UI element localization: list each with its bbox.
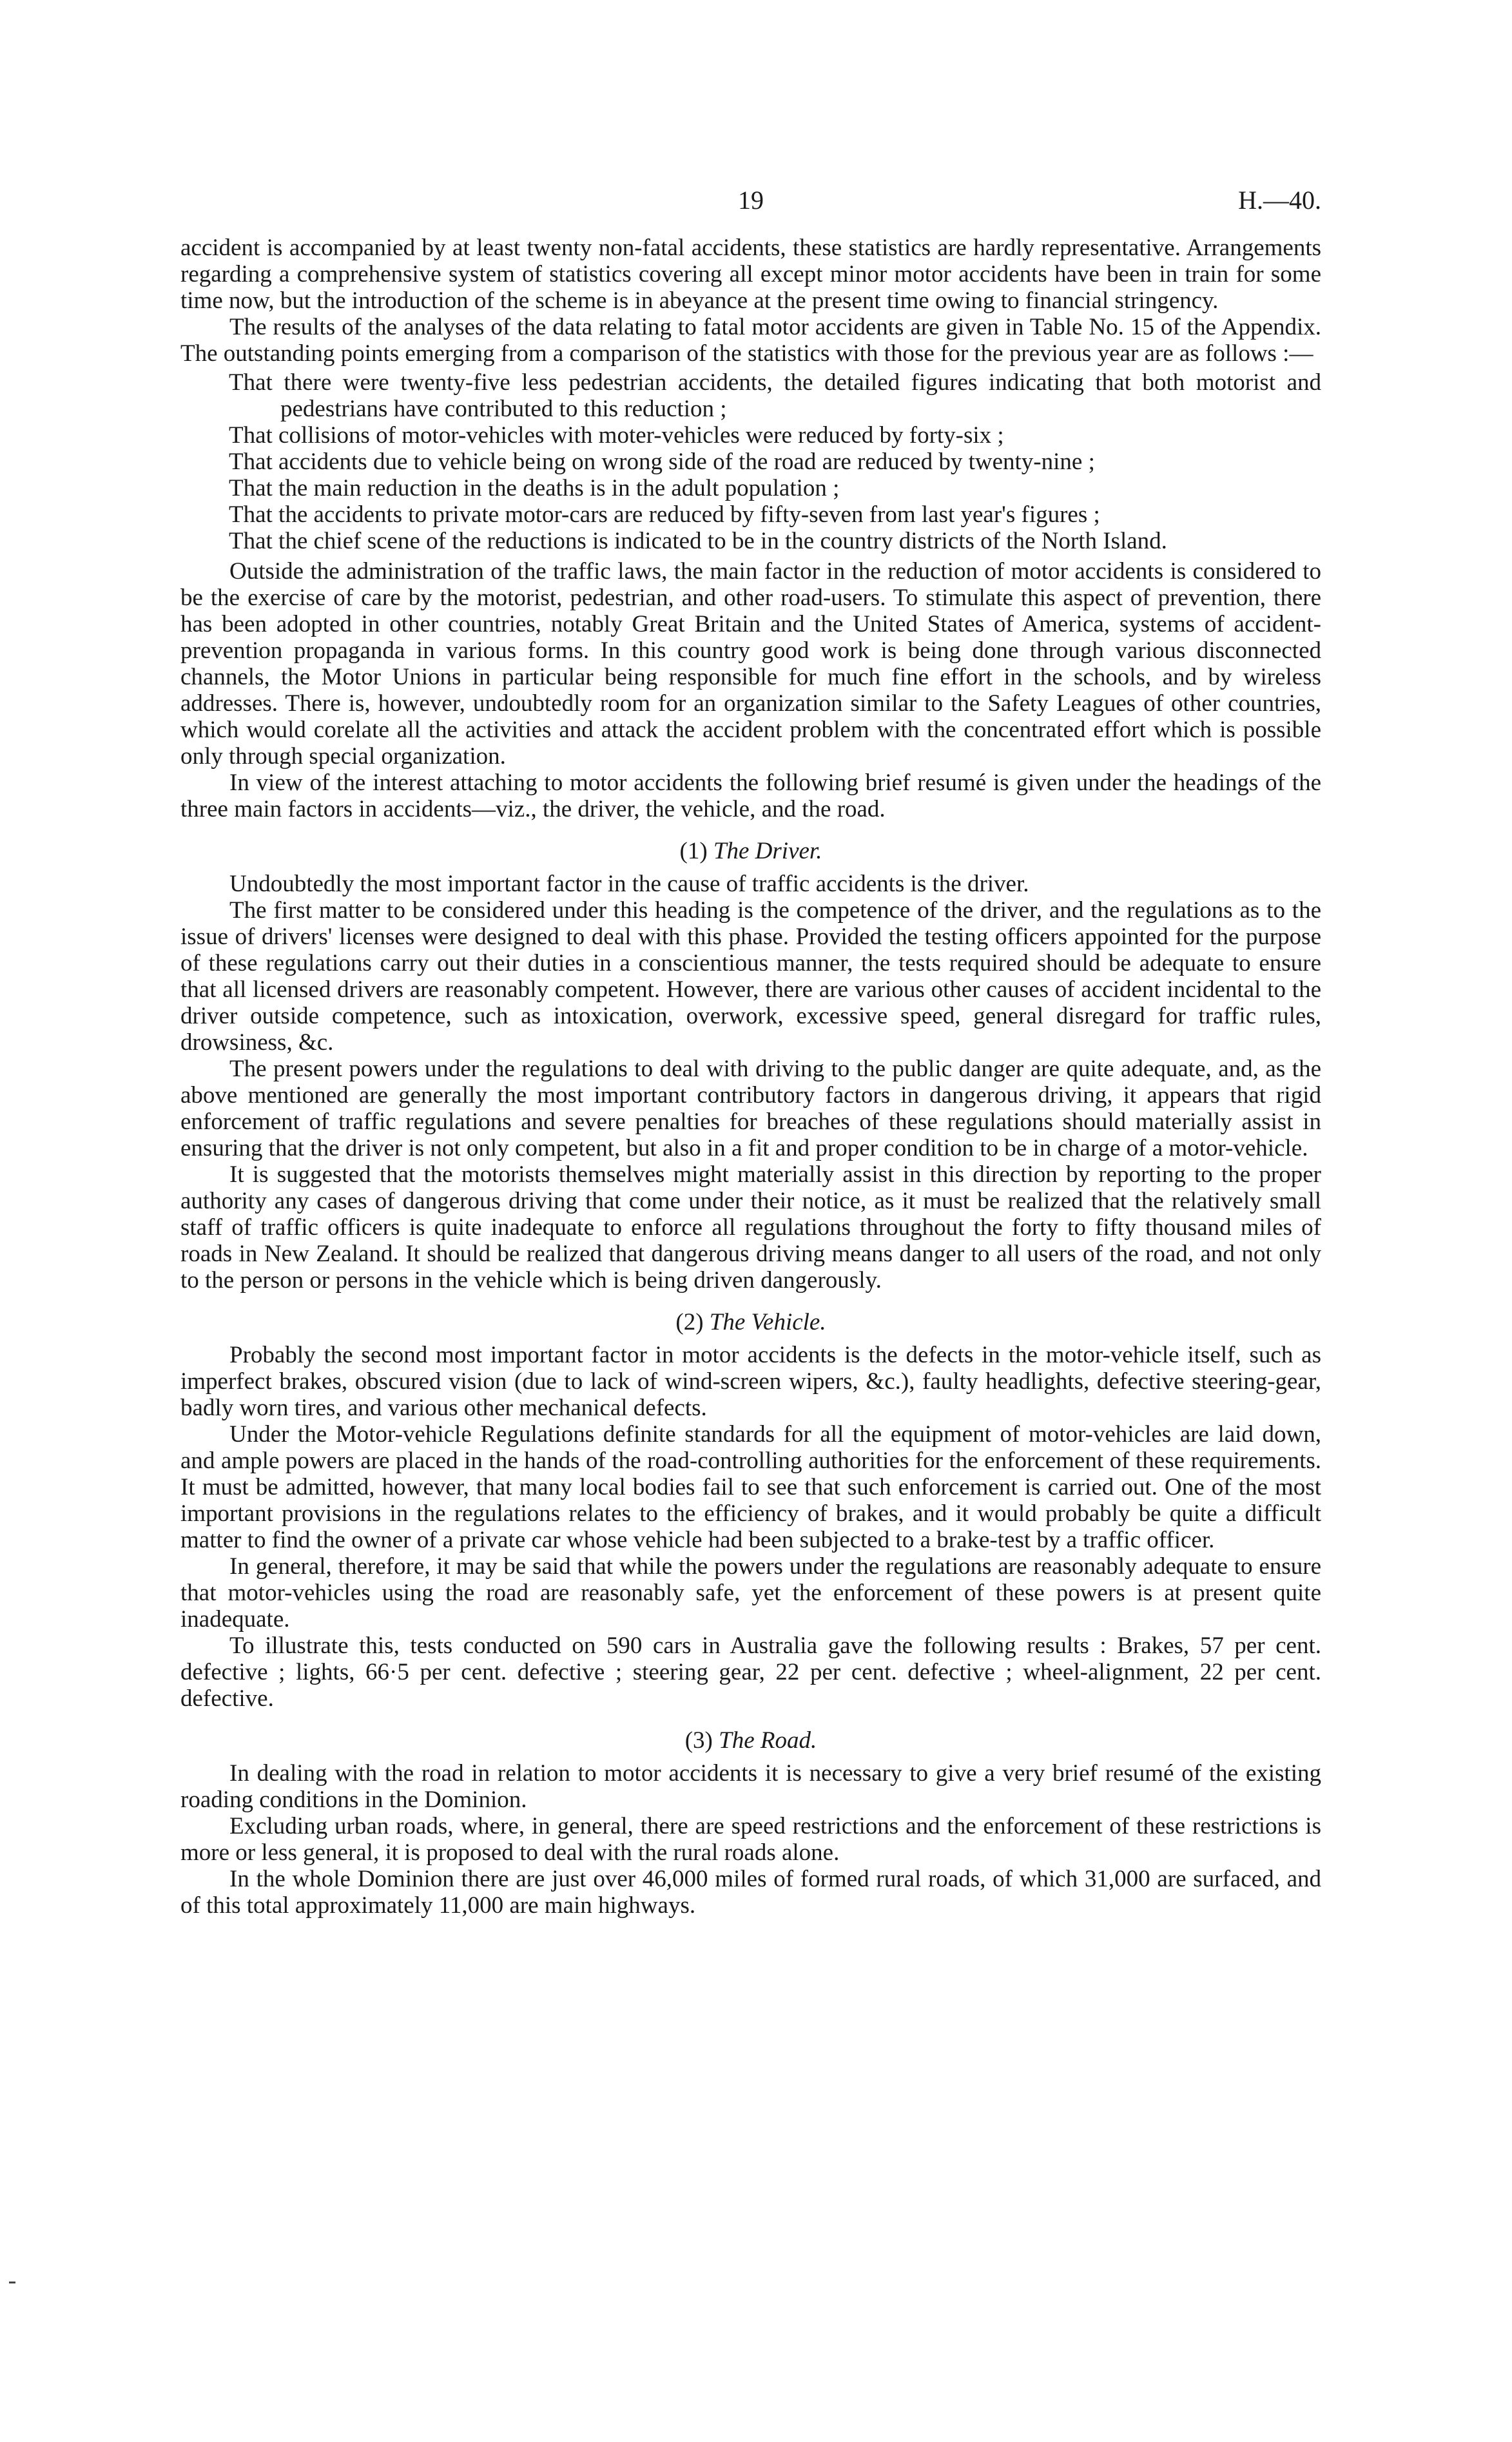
body-paragraph: Under the Motor-vehicle Regulations definite standards for all the equipment of motor-vehicles are laid down, and ample powers are placed in the hands of the road-controlling authorities for the enforcement of these requirements. It must be admitted, however, that many local bodies fail to see that such enforcement is carried out. One of the most important provisions in the regulations relates to the efficiency of brakes, and it would probably be quite a difficult matter to find the owner of a private car whose vehicle had been subjected to a brake-test by a traffic officer. xyxy=(180,1421,1321,1553)
body-paragraph: It is suggested that the motorists themselves might materially assist in this direction by reporting to the proper authority any cases of dangerous driving that come under their notice, as it must be realized that the relatively small staff of traffic officers is quite inadequate to enforce all regulations throughout the forty to fifty thousand miles of roads in New Zealand. It should be realized that dangerous driving means danger to all users of the road, and not only to the person or persons in the vehicle which is being driven dangerously. xyxy=(180,1161,1321,1294)
body-paragraph: To illustrate this, tests conducted on 590 cars in Australia gave the following results : Brakes, 57 per cent. defective ; lights, 66·5 per cent. defective ; steering gear, 22 per cent. defective ; wheel-alignment, 22 per cent. defective. xyxy=(180,1633,1321,1712)
finding-item: That the main reduction in the deaths is in the adult population ; xyxy=(229,475,840,501)
body-paragraph: In view of the interest attaching to motor accidents the following brief resumé is given under the headings of the three main factors in accidents—viz., the driver, the vehicle, and the road. xyxy=(180,770,1321,822)
margin-mark xyxy=(9,2282,15,2283)
section-heading xyxy=(180,1309,1321,1335)
body-paragraph: Excluding urban roads, where, in general, there are speed restrictions and the enforcement of these restrictions is more or less general, it is proposed to deal with the rural roads alone. xyxy=(180,1813,1321,1866)
intro-paragraph: The results of the analyses of the data relating to fatal motor accidents are given in Table No. 15 of the Appendix. The outstanding points emerging from a comparison of the statistics with those for the previous year are as follows :— xyxy=(180,314,1321,367)
body-paragraph: Probably the second most important factor in motor accidents is the defects in the motor-vehicle itself, such as imperfect brakes, obscured vision (due to lack of wind-screen wipers, &c.), faulty headlights, defective steering-gear, badly worn tires, and various other mechanical defects. xyxy=(180,1342,1321,1421)
body-paragraph: In the whole Dominion there are just over 46,000 miles of formed rural roads, of which 31,000 are surfaced, and of this total approximately 11,000 are main highways. xyxy=(180,1866,1321,1919)
section-road xyxy=(180,1727,1321,1919)
finding-item: That the chief scene of the reductions is indicated to be in the country districts of the North Island. xyxy=(229,528,1167,554)
section-heading xyxy=(180,1727,1321,1754)
body-paragraph: The first matter to be considered under this heading is the competence of the driver, and the regulations as to the issue of drivers' licenses were designed to deal with this phase. Provided the testing officers appointed for the purpose of these regulations carry out their duties in a conscientious manner, the tests required should be adequate to ensure that all licensed drivers are reasonably competent. However, there are various other causes of accident incidental to the driver outside competence, such as intoxication, overwork, excessive speed, general disregard for traffic rules, drowsiness, &c. xyxy=(180,897,1321,1056)
section-title: The Driver. xyxy=(713,838,822,864)
section-number: (1) xyxy=(679,838,708,864)
body-paragraph: In dealing with the road in relation to motor accidents it is necessary to give a very brief resumé of the existing roading conditions in the Dominion. xyxy=(180,1760,1321,1813)
body-paragraph: Undoubtedly the most important factor in the cause of traffic accidents is the driver. xyxy=(229,871,1029,897)
finding-item: That collisions of motor-vehicles with moter-vehicles were reduced by forty-six ; xyxy=(229,422,1004,449)
finding-item: That accidents due to vehicle being on wrong side of the road are reduced by twenty-nine ; xyxy=(229,449,1095,475)
section-title: The Vehicle. xyxy=(709,1309,826,1335)
document-reference: H.—40. xyxy=(1238,186,1321,215)
section-title: The Road. xyxy=(719,1727,817,1754)
page-number: 19 xyxy=(738,186,764,215)
body-paragraph: In general, therefore, it may be said that while the powers under the regulations are reasonably adequate to ensure that motor-vehicles using the road are reasonably safe, yet the enforcement of these powers is at present quite inadequate. xyxy=(180,1553,1321,1633)
finding-item: That the accidents to private motor-cars are reduced by fifty-seven from last year's figures ; xyxy=(229,501,1100,528)
body-paragraph: Outside the administration of the traffic laws, the main factor in the reduction of motor accidents is considered to be the exercise of care by the motorist, pedestrian, and other road-users. To stimulate this aspect of prevention, there has been adopted in other countries, notably Great Britain and the United States of America, systems of accident-prevention propaganda in various forms. In this country good work is being done through various disconnected channels, the Motor Unions in particular being responsible for much fine effort in the schools, and by wireless addresses. There is, however, undoubtedly room for an organization similar to the Safety Leagues of other countries, which would corelate all the activities and attack the accident problem with the concentrated effort which is possible only through special organization. xyxy=(180,558,1321,770)
section-number: (2) xyxy=(675,1309,704,1335)
page-header xyxy=(180,187,1321,226)
findings-list xyxy=(180,369,1321,554)
section-number: (3) xyxy=(684,1727,713,1754)
document-page xyxy=(180,187,1321,1919)
body-paragraph: The present powers under the regulations to deal with driving to the public danger are quite adequate, and, as the above mentioned are generally the most important contributory factors in dangerous driving, it appears that rigid enforcement of traffic regulations and severe penalties for breaches of these regulations should materially assist in ensuring that the driver is not only competent, but also in a fit and proper condition to be in charge of a motor-vehicle. xyxy=(180,1056,1321,1161)
finding-item: That there were twenty-five less pedestrian accidents, the detailed figures indicating that both motorist and pedestrians have contributed to this reduction ; xyxy=(229,369,1321,422)
section-driver xyxy=(180,838,1321,1294)
section-vehicle xyxy=(180,1309,1321,1712)
intro-paragraph-continuation: accident is accompanied by at least twenty non-fatal accidents, these statistics are hardly representative. Arrangements regarding a comprehensive system of statistics covering all except minor motor accidents have been in train for some time now, but the introduction of the scheme is in abeyance at the present time owing to financial stringency. xyxy=(180,235,1321,314)
section-heading xyxy=(180,838,1321,864)
